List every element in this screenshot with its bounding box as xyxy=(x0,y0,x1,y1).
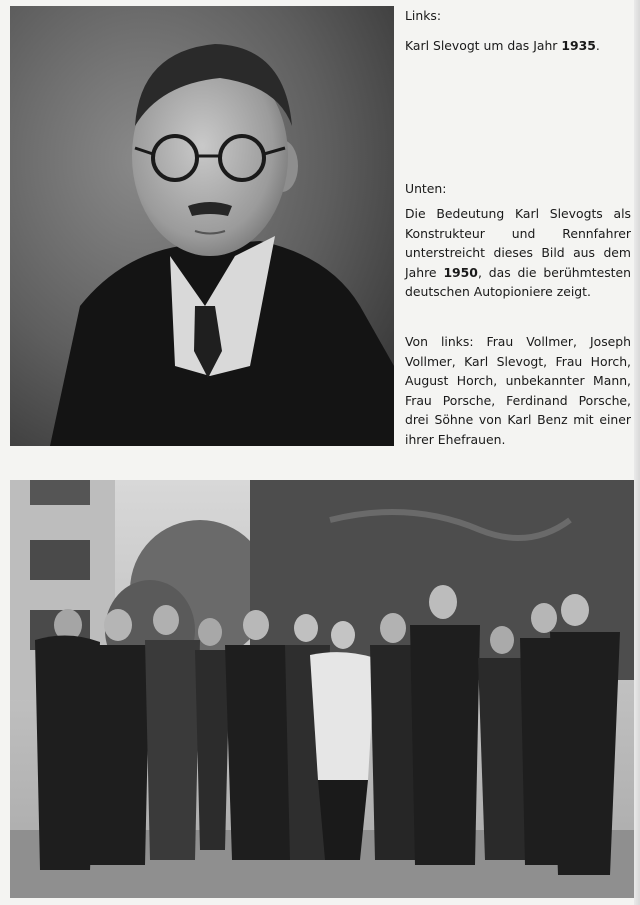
group-caption-names: Von links: Frau Vollmer, Joseph Vollmer, Karl Slevogt, Frau Horch, August Horch, unbekannter Mann, Frau Porsche, Ferdinand Porsche, drei Söhne von Karl Benz mit einer ihrer Ehefrauen. xyxy=(405,334,631,447)
portrait-photo xyxy=(10,6,394,446)
group-caption-description: Die Bedeutung Karl Slevogts als Konstrukteur und Rennfahrer unterstreicht dieses Bild aus dem Jahre 1950, das die berühmtesten deutschen Autopioniere zeigt. xyxy=(405,206,632,299)
caption-label-unten: Unten: xyxy=(405,181,447,196)
group-photo xyxy=(10,480,634,898)
group-year: 1950 xyxy=(443,264,478,280)
portrait-caption: Karl Slevogt um das Jahr 1935. xyxy=(405,38,600,53)
portrait-year: 1935 xyxy=(561,38,596,53)
caption-label-links: Links: xyxy=(405,8,442,23)
page-edge xyxy=(634,0,640,905)
